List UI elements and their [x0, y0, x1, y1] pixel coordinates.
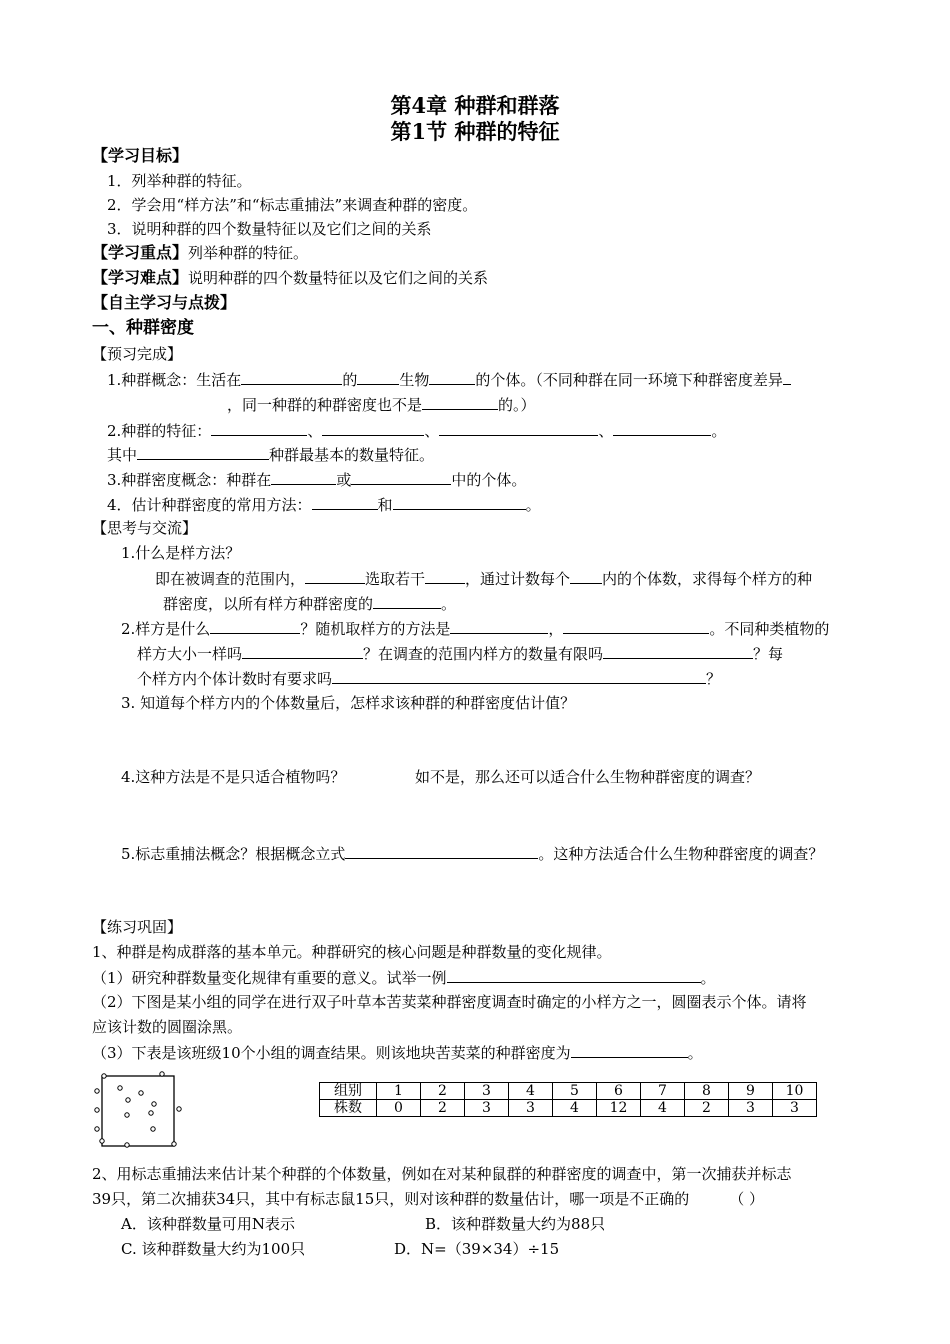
text: 中的个体。	[451, 471, 527, 489]
objective-item: 1．列举种群的特征。	[107, 172, 252, 190]
preview-q2-line1	[107, 420, 726, 441]
fill-blank[interactable]	[429, 369, 475, 385]
individual-circle[interactable]	[95, 1127, 99, 1131]
option-c[interactable]: C. 该种群数量大约为100只	[121, 1240, 306, 1258]
difficulty-line	[92, 268, 488, 288]
chapter-title: 第4章 种群和群落	[390, 93, 560, 118]
objective-item: 3．说明种群的四个数量特征以及它们之间的关系	[107, 220, 432, 238]
practice-p1-1	[92, 967, 716, 988]
table-cell: 5	[553, 1083, 597, 1100]
fill-blank[interactable]	[332, 668, 706, 684]
text: （3）下表是该班级10个小组的调查结果。则该地块苦荬菜的种群密度为	[92, 1044, 571, 1062]
think-q1-line2	[163, 593, 456, 614]
fill-blank[interactable]	[351, 469, 451, 485]
fill-blank[interactable]	[357, 369, 399, 385]
survey-table	[319, 1082, 817, 1117]
quadrat-square	[102, 1076, 174, 1146]
text: 。	[700, 969, 716, 987]
objectives-heading: 【学习目标】	[92, 146, 189, 165]
fill-blank[interactable]	[242, 643, 363, 659]
table-row	[320, 1083, 817, 1100]
text: 的。）	[498, 396, 536, 414]
text: 样方大小一样吗	[137, 645, 243, 663]
individual-circle[interactable]	[125, 1143, 129, 1147]
practice-p1-3	[92, 1042, 703, 1063]
practice-p2-line1: 2、用标志重捕法来估计某个种群的个体数量，例如在对某种鼠群的种群密度的调查中，第一次捕获并标志	[92, 1165, 792, 1183]
text: ？在调查的范围内样方的数量有限吗	[363, 645, 604, 663]
fill-blank[interactable]	[393, 494, 526, 510]
table-cell: 2	[421, 1083, 465, 1100]
table-cell: 0	[377, 1100, 421, 1117]
text: 即在被调查的范围内，	[155, 570, 306, 588]
fill-blank[interactable]	[210, 618, 300, 634]
fill-blank[interactable]	[211, 420, 307, 436]
text: ？	[706, 670, 722, 688]
objective-item: 2．学会用“样方法”和“标志重捕法”来调查种群的密度。	[107, 196, 478, 214]
row-label-count: 株数	[320, 1100, 377, 1117]
table-cell: 9	[729, 1083, 773, 1100]
text: 种群最基本的数量特征。	[269, 446, 435, 464]
text: 群密度，以所有样方种群密度的	[163, 595, 374, 613]
text: 个样方内个体计数时有要求吗	[137, 670, 333, 688]
quadrat-figure	[88, 1068, 188, 1154]
key-point-label: 【学习重点】	[92, 243, 189, 262]
answer-parentheses[interactable]: （ ）	[729, 1190, 765, 1208]
text: 4．估计种群密度的常用方法：	[107, 496, 312, 514]
individual-circle[interactable]	[160, 1072, 164, 1076]
text: 。	[687, 1044, 703, 1062]
fill-blank[interactable]	[137, 444, 269, 460]
preview-q3	[107, 469, 526, 490]
text: 3.种群密度概念：种群在	[107, 471, 272, 489]
text: 、	[598, 422, 614, 440]
table-cell: 4	[553, 1100, 597, 1117]
table-cell: 3	[465, 1083, 509, 1100]
individual-circle[interactable]	[100, 1139, 104, 1143]
table-cell: 4	[641, 1100, 685, 1117]
individual-circle[interactable]	[152, 1102, 156, 1106]
text: ，	[548, 620, 564, 638]
table-cell: 8	[685, 1083, 729, 1100]
fill-blank[interactable]	[322, 420, 424, 436]
text: ？随机取样方的方法是	[300, 620, 451, 638]
table-cell: 2	[685, 1100, 729, 1117]
think-q2-line3	[137, 668, 721, 689]
table-cell: 2	[421, 1100, 465, 1117]
table-cell: 10	[773, 1083, 817, 1100]
individual-circle[interactable]	[151, 1127, 155, 1131]
text: 内的个体数，求得每个样方的种	[602, 570, 813, 588]
text: 。不同种类植物的	[709, 620, 830, 638]
individual-circle[interactable]	[139, 1091, 143, 1095]
text: ？每	[753, 645, 784, 663]
text: 39只，第二次捕获34只，其中有标志鼠15只，则对该种群的数量估计，哪一项是不正确的	[92, 1190, 690, 1208]
self-study-heading: 【自主学习与点拨】	[92, 293, 237, 312]
row-label-group: 组别	[320, 1083, 377, 1100]
fill-blank[interactable]	[439, 420, 598, 436]
text: 1.种群概念：生活在	[107, 371, 242, 389]
think-heading: 【思考与交流】	[92, 519, 198, 537]
fill-blank[interactable]	[271, 469, 336, 485]
table-cell: 6	[597, 1083, 641, 1100]
individual-circle[interactable]	[172, 1142, 176, 1146]
fill-blank[interactable]	[312, 494, 378, 510]
individual-circle[interactable]	[126, 1098, 130, 1102]
individual-circle[interactable]	[125, 1113, 129, 1117]
individual-circle[interactable]	[177, 1107, 181, 1111]
preview-q4	[107, 494, 541, 515]
individual-circle[interactable]	[95, 1089, 99, 1093]
preview-q2-line2	[107, 444, 434, 465]
text: 的	[342, 371, 358, 389]
think-q2-line2	[137, 643, 783, 664]
preview-q1-line1	[107, 369, 791, 390]
fill-blank[interactable]	[563, 618, 709, 634]
fill-blank[interactable]	[613, 420, 711, 436]
fill-blank[interactable]	[447, 967, 701, 983]
fill-blank[interactable]	[305, 568, 365, 584]
table-cell: 1	[377, 1083, 421, 1100]
text: ，同一种群的种群密度也不是	[227, 396, 423, 414]
fill-blank[interactable]	[425, 568, 465, 584]
text: 和	[377, 496, 393, 514]
think-q2-line1	[121, 618, 829, 639]
text: 、	[424, 422, 440, 440]
fill-blank[interactable]	[570, 568, 602, 584]
text: 生物	[399, 371, 430, 389]
fill-blank[interactable]	[345, 843, 538, 859]
fill-blank[interactable]	[422, 394, 498, 410]
text: ，通过计数每个	[465, 570, 571, 588]
text: 其中	[107, 446, 138, 464]
option-a[interactable]: A．该种群数量可用N表示	[121, 1215, 295, 1233]
table-cell: 3	[729, 1100, 773, 1117]
text: 或	[336, 471, 352, 489]
difficulty-label: 【学习难点】	[92, 268, 189, 287]
practice-heading: 【练习巩固】	[92, 918, 183, 936]
preview-heading: 【预习完成】	[92, 345, 183, 363]
practice-p1-2a: （2）下图是某小组的同学在进行双子叶草本苦荬菜种群密度调查时确定的小样方之一，圆圈表示个体。请将	[92, 993, 807, 1011]
practice-p2-line2	[92, 1189, 764, 1209]
fill-blank[interactable]	[603, 643, 753, 659]
difficulty-text: 说明种群的四个数量特征以及它们之间的关系	[188, 269, 489, 287]
text: 。	[711, 422, 727, 440]
fill-blank[interactable]	[241, 369, 342, 385]
fill-blank[interactable]	[373, 593, 441, 609]
table-cell: 4	[509, 1083, 553, 1100]
preview-q1-line2	[227, 394, 536, 415]
think-q4-a: 4.这种方法是不是只适合植物吗？	[121, 768, 346, 786]
part1-heading: 一、种群密度	[92, 318, 194, 338]
think-q3: 3. 知道每个样方内的个体数量后，怎样求该种群的种群密度估计值？	[121, 694, 576, 712]
individual-circle[interactable]	[118, 1086, 122, 1090]
text: 。	[441, 595, 457, 613]
option-d[interactable]: D．N=（39×34）÷15	[394, 1240, 560, 1258]
text: 。这种方法适合什么生物种群密度的调查？	[538, 845, 824, 863]
text: 选取若干	[365, 570, 426, 588]
table-cell: 12	[597, 1100, 641, 1117]
think-q5	[121, 843, 823, 864]
text: （1）研究种群数量变化规律有重要的意义。试举一例	[92, 969, 447, 987]
individual-circle[interactable]	[95, 1108, 99, 1112]
table-cell: 3	[773, 1100, 817, 1117]
text: 2.种群的特征：	[107, 422, 212, 440]
text: 。	[525, 496, 541, 514]
text: 5.标志重捕法概念？根据概念立式	[121, 845, 346, 863]
text: 2.样方是什么	[121, 620, 211, 638]
table-cell: 3	[509, 1100, 553, 1117]
option-b[interactable]: B．该种群数量大约为88只	[425, 1215, 606, 1233]
practice-p1: 1、种群是构成群落的基本单元。种群研究的核心问题是种群数量的变化规律。	[92, 943, 612, 961]
table-cell: 7	[641, 1083, 685, 1100]
fill-blank[interactable]	[783, 369, 791, 385]
fill-blank[interactable]	[450, 618, 548, 634]
text: 的个体。（不同种群在同一环境下种群密度差异	[475, 371, 783, 389]
text: 、	[307, 422, 323, 440]
table-cell: 3	[465, 1100, 509, 1117]
individual-circle[interactable]	[149, 1111, 153, 1115]
think-q4-b: 如不是，那么还可以适合什么生物种群密度的调查？	[415, 768, 761, 786]
fill-blank[interactable]	[571, 1042, 688, 1058]
section-title: 第1节 种群的特征	[390, 119, 560, 144]
key-point-text: 列举种群的特征。	[188, 244, 309, 262]
think-q1-line1	[155, 568, 812, 589]
practice-p1-2b: 应该计数的圆圈涂黑。	[92, 1018, 243, 1036]
table-row	[320, 1100, 817, 1117]
key-point-line	[92, 243, 308, 263]
individual-circle[interactable]	[102, 1074, 106, 1078]
think-q1: 1.什么是样方法？	[121, 544, 241, 562]
